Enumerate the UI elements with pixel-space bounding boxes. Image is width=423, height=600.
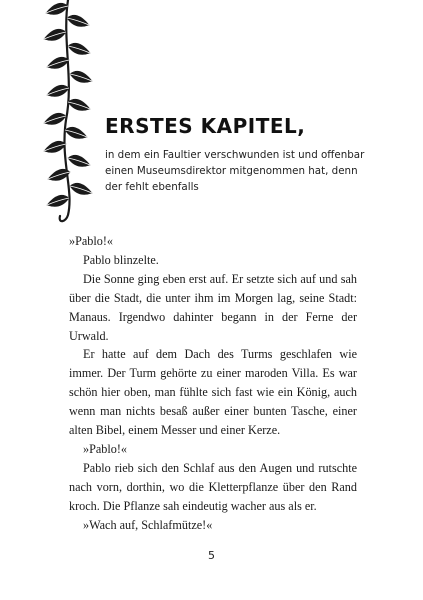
chapter-title: ERSTES KAPITEL, [105,114,306,138]
page-number: 5 [208,549,215,562]
chapter-subtitle [105,147,405,195]
paragraph: »Pablo!« [69,234,114,248]
paragraph: Pablo rieb sich den Schlaf aus den Augen und rutschte nach vorn, dorthin, wo die Kletterpflanze über den Rand kroch. Die Pflanze sah eindeutig wacher aus als er. [69,460,357,513]
paragraph: Er hatte auf dem Dach des Turms geschlafen wie immer. Der Turm gehörte zu einer maroden Villa. Es war schön hier oben, man fühlte sich fast wie ein König, auch wenn man nichts besaß außer einer bunten Tasche, einer alten Bibel, einem Messer und einer Kerze. [69,347,357,438]
subtitle-line: in dem ein Faultier verschwunden ist und offenbar [105,149,365,161]
paragraph: Pablo blinzelte. [83,252,159,267]
subtitle-line: einen Museumsdirektor mitgenommen hat, denn [105,165,358,177]
paragraph: Die Sonne ging eben erst auf. Er setzte sich auf und sah über die Stadt, die unter ihm im Morgen lag, seine Stadt: Manaus. Irgendwo dahinter begann in der Ferne der Urwald. [69,271,357,343]
paragraph: »Pablo!« [83,441,128,456]
body-text [69,232,357,535]
paragraph: »Wach auf, Schlafmütze!« [83,517,213,532]
subtitle-line: der fehlt ebenfalls [105,181,199,193]
vine-illustration-icon [28,0,98,235]
